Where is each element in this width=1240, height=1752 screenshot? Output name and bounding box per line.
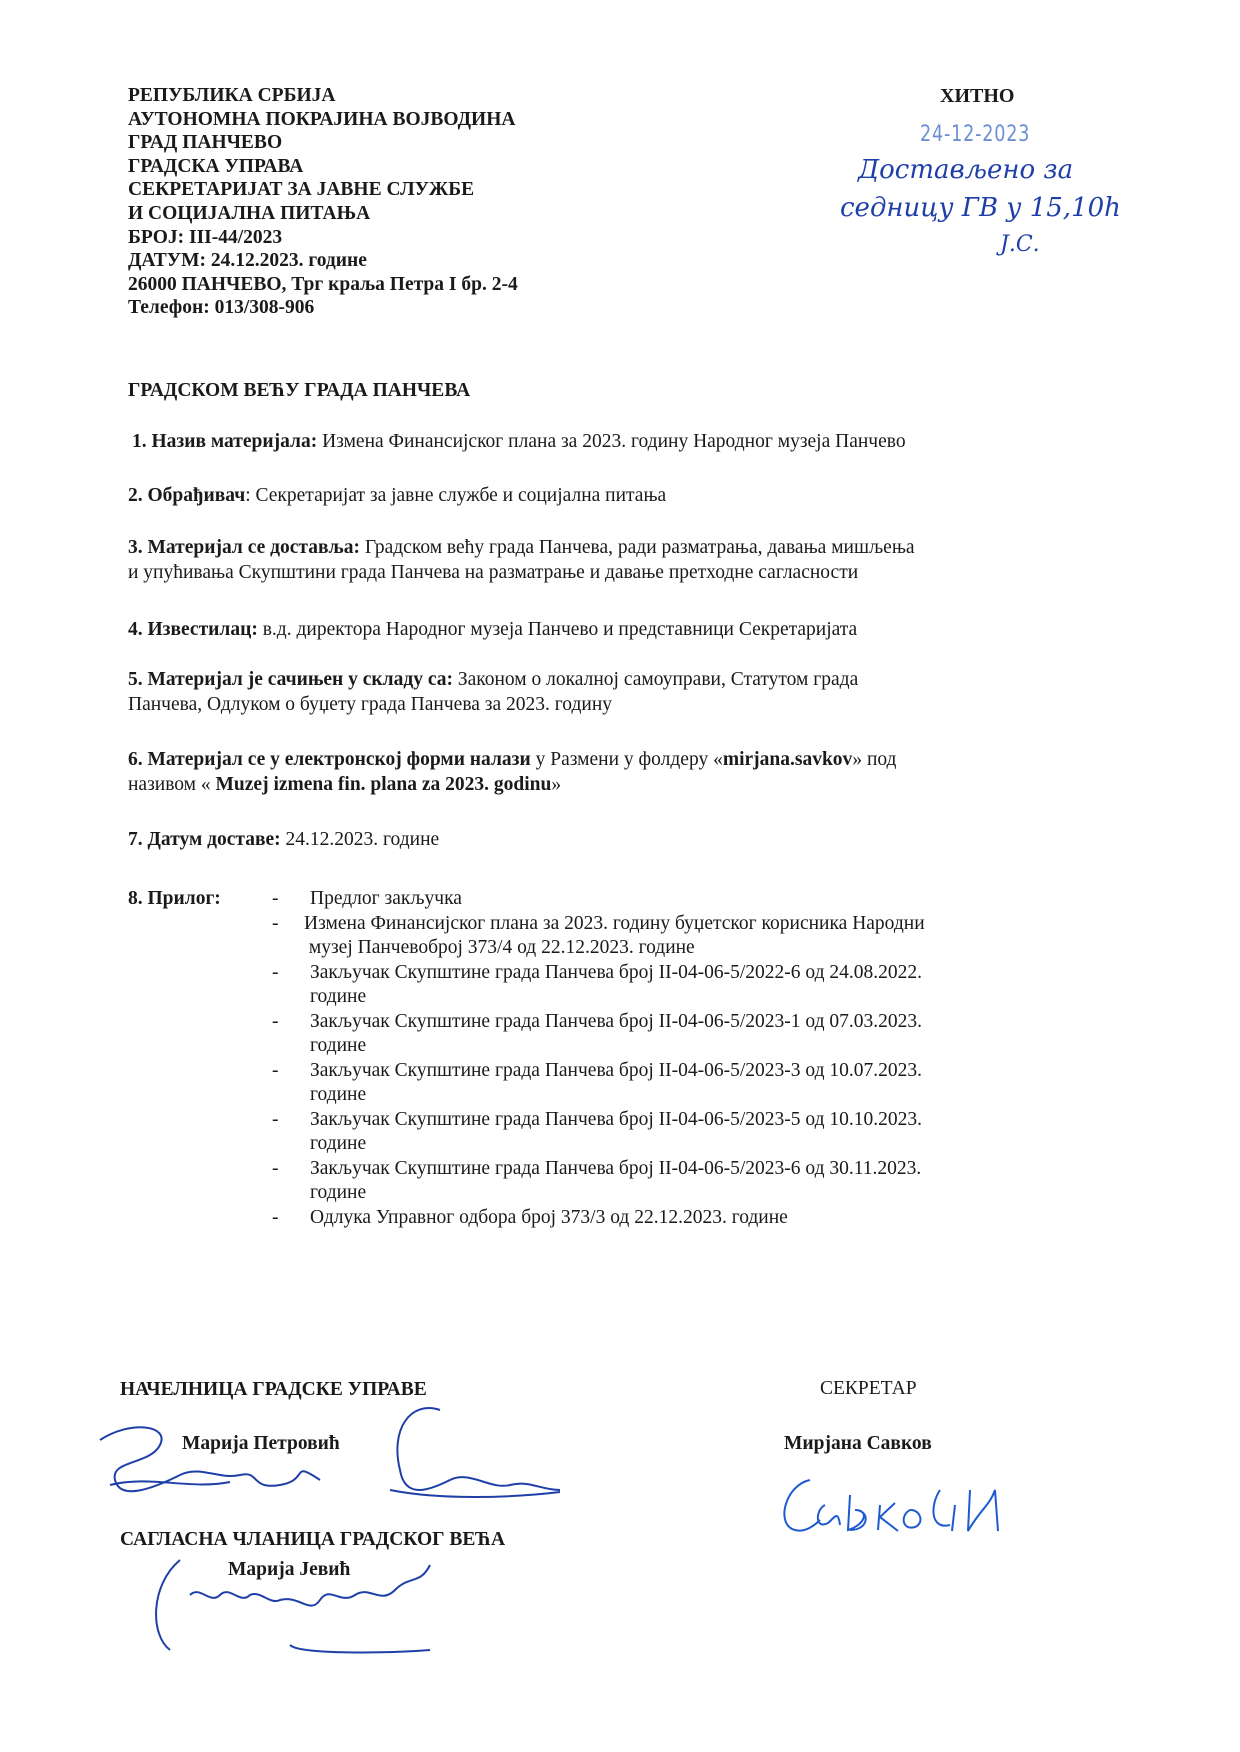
attachment-text: Закључак Скупштине града Панчева број II-04-06-5/2023-5 од 10.10.2023.	[310, 1108, 923, 1130]
attachment-item	[272, 1108, 925, 1157]
attachment-text: музеј Панчевоброј 373/4 од 22.12.2023. године	[304, 937, 695, 958]
received-date-stamp: 24-12-2023	[920, 122, 1031, 147]
council-member-name: Марија Јевић	[228, 1559, 351, 1580]
item-processor	[128, 484, 666, 509]
item-label: 1. Назив материјала:	[132, 431, 318, 452]
item-text: »	[551, 773, 562, 795]
secretary-title: СЕКРЕТАР	[820, 1378, 917, 1399]
handwritten-note-line: Достављено за	[858, 155, 1074, 185]
item-label: 7. Датум доставе:	[128, 829, 281, 850]
secretary-name: Мирјана Савков	[784, 1433, 932, 1454]
phone: Телефон: 013/308-906	[128, 297, 315, 319]
item-label: 2. Обрађивач	[128, 485, 246, 506]
header-line: ГРАДСКА УПРАВА	[128, 155, 304, 177]
item-text: називом «	[128, 773, 216, 795]
file-name: Muzej izmena fin. plana za 2023. godinu	[215, 773, 552, 795]
bullet-dash: -	[272, 912, 279, 934]
item-label: 6. Материјал се у електронској форми налази	[128, 749, 531, 770]
attachment-text: године	[310, 1182, 367, 1203]
attachment-text: Закључак Скупштине града Панчева број II-04-06-5/2023-1 од 07.03.2023.	[310, 1010, 923, 1032]
attachment-text: године	[310, 1084, 367, 1105]
attachment-list	[272, 887, 925, 1230]
addressee: ГРАДСКОМ ВЕЋУ ГРАДА ПАНЧЕВА	[128, 380, 471, 401]
item-text: и упућивања Скупштини града Панчева на разматрање и давање претходне сагласности	[128, 561, 859, 583]
council-member-signature	[140, 1545, 440, 1665]
handwritten-note-line: седницу ГВ у 15,10h	[840, 193, 1121, 223]
document-number: БРОЈ: III-44/2023	[128, 226, 283, 248]
item-text: : Секретаријат за јавне службе и социјална питања	[245, 485, 667, 506]
bullet-dash: -	[272, 961, 279, 983]
item-text: Градском већу града Панчева, ради разматрања, давања мишљења	[359, 537, 915, 558]
item-text: 24.12.2023. године	[280, 829, 440, 850]
bullet-dash: -	[272, 1206, 279, 1228]
bullet-dash: -	[272, 1010, 279, 1032]
header-line: РЕПУБЛИКА СРБИЈА	[128, 85, 336, 106]
folder-name: mirjana.savkov	[722, 749, 853, 770]
attachment-text: Одлука Управног одбора број 373/3 од 22.12.2023. године	[310, 1206, 788, 1228]
item-reporter	[128, 618, 857, 643]
item-label: 4. Известилац:	[128, 619, 258, 640]
item-text: » под	[852, 749, 897, 770]
header-line: И СОЦИЈАЛНА ПИТАЊА	[128, 202, 371, 224]
head-name: Марија Петровић	[182, 1433, 340, 1454]
item-delivered-to	[128, 536, 915, 585]
item-legal-basis	[128, 668, 858, 717]
attachment-item	[272, 1010, 925, 1059]
attachment-text: године	[310, 1035, 367, 1056]
bullet-dash: -	[272, 1059, 279, 1081]
attachment-item	[272, 1157, 925, 1206]
urgent-label: ХИТНО	[940, 85, 1015, 107]
header-line: СЕКРЕТАРИЈАТ ЗА ЈАВНЕ СЛУЖБЕ	[128, 179, 475, 201]
item-electronic-location	[128, 748, 896, 797]
item-text: в.д. директора Народног музеја Панчево и представници Секретаријата	[257, 619, 858, 640]
header-line: АУТОНОМНА ПОКРАЈИНА ВОЈВОДИНА	[128, 108, 516, 130]
item-text: у Размени у фолдеру «	[530, 749, 723, 770]
item-delivery-date	[128, 828, 439, 853]
attachments-label: 8. Прилог:	[128, 888, 221, 909]
attachment-text: Предлог закључка	[310, 888, 462, 909]
bullet-dash: -	[272, 888, 279, 909]
attachment-item	[272, 1059, 925, 1108]
attachment-text: године	[310, 1133, 367, 1154]
item-label: 5. Материјал је сачињен у складу са:	[128, 669, 453, 690]
document-date: ДАТУМ: 24.12.2023. године	[128, 250, 367, 272]
attachment-text: године	[310, 986, 367, 1007]
attachment-text: Закључак Скупштине града Панчева број II-04-06-5/2022-6 од 24.08.2022.	[310, 961, 923, 983]
item-text: Законом о локалној самоуправи, Статутом града	[452, 669, 859, 690]
council-member-title: САГЛАСНА ЧЛАНИЦА ГРАДСКОГ ВЕЋА	[120, 1529, 506, 1550]
attachment-item	[272, 887, 925, 912]
item-text: Измена Финансијског плана за 2023. годину Народног музеја Панчево	[317, 431, 906, 452]
item-text: Панчева, Одлуком о буџету града Панчева за 2023. годину	[128, 693, 613, 715]
item-label: 3. Материјал се доставља:	[128, 537, 360, 558]
secretary-signature	[770, 1465, 1010, 1545]
sender-header	[128, 84, 518, 320]
item-material-name	[132, 430, 906, 455]
attachment-item	[272, 961, 925, 1010]
header-line: ГРАД ПАНЧЕВО	[128, 132, 283, 154]
handwritten-initials: Ј.С.	[1000, 232, 1040, 257]
address: 26000 ПАНЧЕВО, Трг краља Петра I бр. 2-4	[128, 273, 518, 295]
attachment-item	[272, 1206, 925, 1231]
head-signature	[90, 1390, 570, 1520]
attachment-text: Закључак Скупштине града Панчева број II-04-06-5/2023-6 од 30.11.2023.	[310, 1157, 922, 1179]
attachment-text: Измена Финансијског плана за 2023. годину буџетског корисника Народни	[304, 912, 925, 934]
bullet-dash: -	[272, 1108, 279, 1130]
bullet-dash: -	[272, 1157, 279, 1179]
head-title: НАЧЕЛНИЦА ГРАДСКЕ УПРАВЕ	[120, 1379, 427, 1400]
attachment-item	[272, 912, 925, 961]
attachment-text: Закључак Скупштине града Панчева број II-04-06-5/2023-3 од 10.07.2023.	[310, 1059, 923, 1081]
